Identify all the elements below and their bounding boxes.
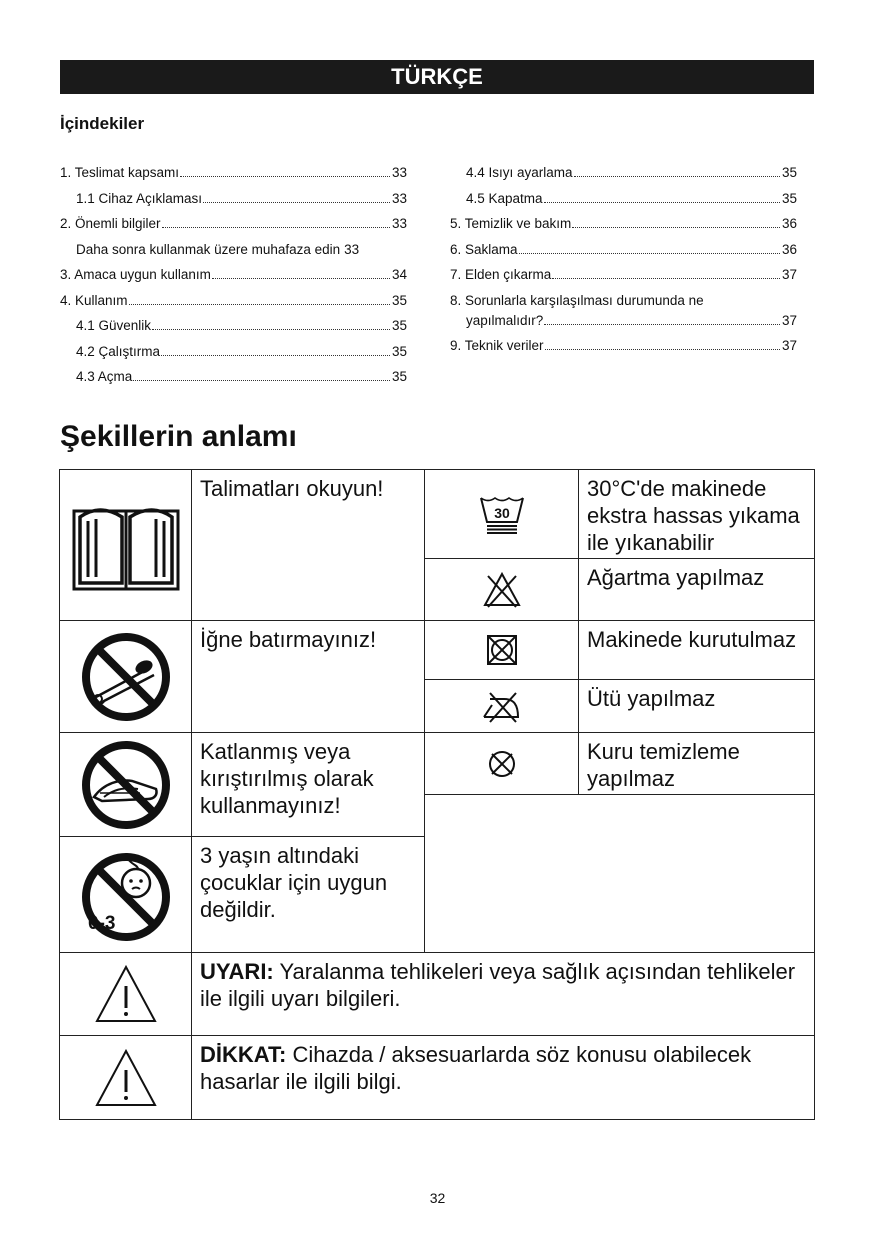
- warning-text: Yaralanma tehlikeleri veya sağlık açısından tehlikeler ile ilgili uyarı bilgileri.: [200, 959, 796, 1011]
- toc-entry[interactable]: 7. Elden çıkarma 37: [450, 267, 797, 282]
- toc-entry[interactable]: 1.1 Cihaz Açıklaması 33: [76, 190, 407, 206]
- not-under-3-text: 3 yaşın altındaki çocuklar için uygun değildir.: [192, 837, 425, 953]
- caution-text: Cihazda / aksesuarlarda söz konusu olabilecek hasarlar ile ilgili bilgi.: [200, 1042, 752, 1094]
- toc-entry[interactable]: 1. Teslimat kapsamı 33: [60, 165, 407, 180]
- toc-right-column: [450, 160, 797, 358]
- warning-text-cell: [192, 953, 815, 1036]
- no-folding-icon: [80, 739, 172, 831]
- toc-entry[interactable]: 9. Teknik veriler 37: [450, 337, 797, 353]
- toc-entry[interactable]: 5. Temizlik ve bakım 36: [450, 216, 797, 231]
- symbols-title: Şekillerin anlamı: [60, 420, 297, 453]
- no-bleach-icon: [482, 571, 522, 609]
- symbol-cell: [425, 733, 579, 795]
- toc-entry[interactable]: 4.5 Kapatma 35: [466, 190, 797, 206]
- toc-left-column: [60, 160, 407, 390]
- no-folding-text: Katlanmış veya kırıştırılmış olarak kullanmayınız!: [192, 733, 425, 837]
- wash-temperature-label: 30: [493, 505, 510, 521]
- toc-entry[interactable]: 4.4 Isıyı ayarlama 35: [466, 165, 797, 180]
- no-dry-clean-text: Kuru temizleme yapılmaz: [579, 733, 815, 795]
- warning-label: UYARI:: [200, 959, 274, 984]
- no-bleach-text: Ağartma yapılmaz: [579, 559, 815, 621]
- toc-entry[interactable]: 4.1 Güvenlik 35: [76, 318, 407, 333]
- symbol-cell: [425, 621, 579, 680]
- book-icon: [70, 497, 182, 593]
- no-pins-icon: [80, 631, 172, 723]
- no-dry-clean-icon: [486, 748, 518, 780]
- language-label: TÜRKÇE: [391, 64, 483, 89]
- toc-title: İçindekiler: [60, 114, 145, 133]
- toc-entry[interactable]: Daha sonra kullanmak üzere muhafaza edin 33: [76, 241, 360, 257]
- no-tumble-dry-text: Makinede kurutulmaz: [579, 621, 815, 680]
- toc-entry[interactable]: 4. Kullanım 35: [60, 292, 407, 308]
- page-number: 32: [429, 1190, 446, 1206]
- no-ironing-text: Ütü yapılmaz: [579, 680, 815, 733]
- symbol-cell: [60, 470, 192, 621]
- symbol-cell: [60, 1036, 192, 1120]
- toc-entry[interactable]: 4.2 Çalıştırma 35: [76, 343, 407, 359]
- no-pins-text: İğne batırmayınız!: [192, 621, 425, 733]
- symbol-cell: [425, 559, 579, 621]
- toc-entry[interactable]: 8. Sorunlarla karşılaşılması durumunda ne yapılmalıdır? 37: [450, 292, 797, 328]
- read-instructions-text: Talimatları okuyun!: [192, 470, 425, 621]
- warning-icon: [94, 964, 158, 1024]
- wash-30-text: 30°C'de makinede ekstra hassas yıkama ile yıkanabilir: [579, 470, 815, 559]
- toc-entry[interactable]: 2. Önemli bilgiler 33: [60, 216, 407, 231]
- symbols-table: [59, 469, 815, 1120]
- wash-30-icon: [478, 494, 526, 534]
- toc-entry[interactable]: 4.3 Açma 35: [76, 369, 407, 384]
- toc-entry[interactable]: 3. Amaca uygun kullanım 34: [60, 267, 407, 282]
- symbol-cell: [60, 953, 192, 1036]
- caution-label: DİKKAT:: [200, 1042, 287, 1067]
- symbol-cell: [60, 733, 192, 837]
- caution-text-cell: [192, 1036, 815, 1120]
- symbol-cell: [425, 680, 579, 733]
- not-under-3-icon: [76, 845, 176, 945]
- symbol-cell: [60, 621, 192, 733]
- age-label: 0-3: [87, 912, 115, 934]
- symbol-cell: [425, 470, 579, 559]
- toc-entry[interactable]: 6. Saklama 36: [450, 241, 797, 257]
- language-banner: [60, 60, 814, 94]
- no-ironing-icon: [480, 689, 524, 723]
- no-tumble-dry-icon: [485, 633, 519, 667]
- symbol-cell: [60, 837, 192, 953]
- empty-cell: [425, 795, 815, 953]
- caution-icon: [94, 1048, 158, 1108]
